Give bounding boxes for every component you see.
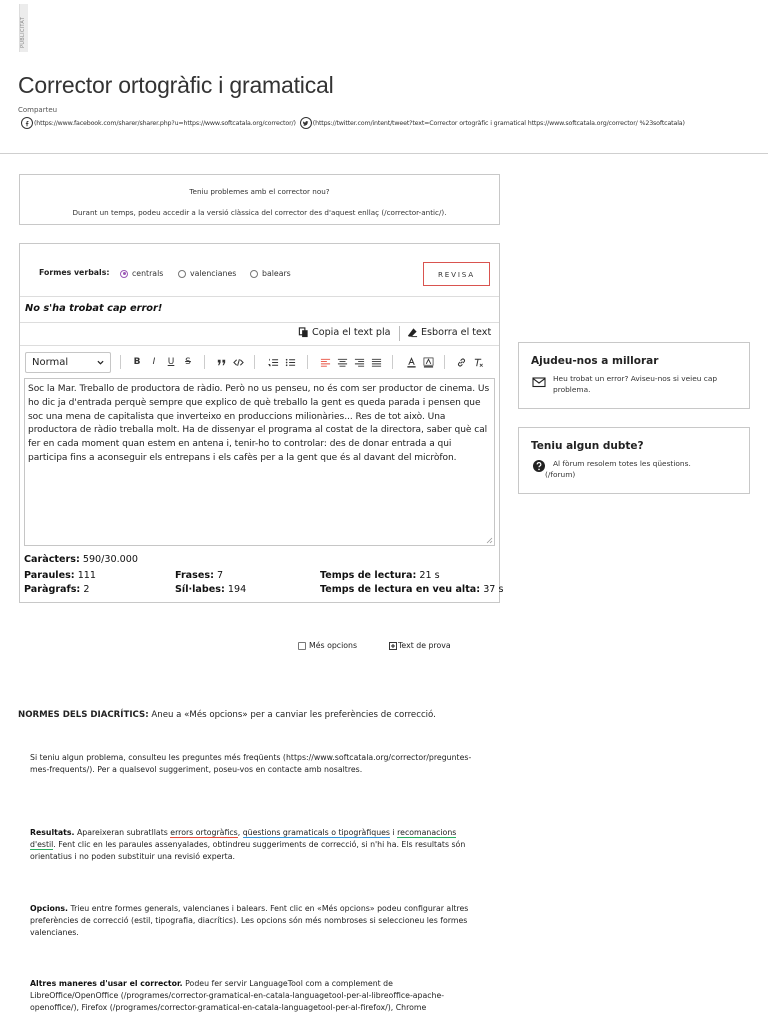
options-paragraph: Opcions. Trieu entre formes generals, valencianes i balears. Fent clic en «Més opcions» podeu configurar altres preferències de correcció (estil, tipografia, diacrítics). Les opcions són més nombroses si seleccioneu les formes valencianes. <box>30 904 469 938</box>
text-color-icon <box>406 357 417 368</box>
clear-label: Esborra el text <box>421 327 492 338</box>
other-uses-paragraph: Altres maneres d'usar el corrector. Podeu fer servir LanguageTool com a complement de LibreOffice/OpenOffice (/programes/corrector-gramatical-en-catala-languagetool-per-al-libreoffice-apache-openoffice/), Firefox (/programes/corrector-gramatical-en-catala-languagetool-per-al-firefox/), Chrome <box>30 979 445 1013</box>
ordered-list-icon <box>268 357 279 368</box>
twitter-icon[interactable] <box>300 117 312 129</box>
stat-reading-time: Temps de lectura: 21 s <box>320 570 440 581</box>
notice-line-2[interactable]: Durant un temps, podeu accedir a la versió clàssica del corrector des d'aquest enllaç (/corrector-antic/). <box>72 208 447 217</box>
forum-link[interactable]: (/forum) <box>545 470 576 479</box>
align-right-button[interactable] <box>352 355 366 369</box>
radio-balears[interactable] <box>250 269 291 278</box>
resize-handle-icon[interactable] <box>486 537 493 544</box>
util-divider <box>399 326 400 341</box>
align-justify-button[interactable] <box>369 355 383 369</box>
ad-tag <box>19 4 28 52</box>
page-title: Corrector ortogràfic i gramatical <box>18 72 334 98</box>
toolbar-divider <box>204 355 205 369</box>
radio-dot[interactable] <box>250 270 258 278</box>
sample-text-button[interactable] <box>389 641 451 650</box>
align-right-icon <box>354 357 365 368</box>
divider <box>20 322 499 323</box>
divider <box>20 345 499 346</box>
background-color-button[interactable] <box>421 355 435 369</box>
bullet-list-icon <box>285 357 296 368</box>
twitter-share-link[interactable]: (https://twitter.com/intent/tweet?text=Corrector ortogràfic i gramatical https://www.softcatala.org/corrector/ %23softcatala) <box>312 119 685 127</box>
stat-characters: Caràcters: 590/30.000 <box>24 554 138 565</box>
notice-line-1: Teniu problemes amb el corrector nou? <box>189 187 330 196</box>
copy-icon <box>298 327 309 338</box>
share-label: Comparteu <box>18 106 58 114</box>
question-icon <box>532 459 546 473</box>
toolbar-divider <box>254 355 255 369</box>
clear-format-button[interactable] <box>471 355 485 369</box>
copy-label: Copia el text pla <box>312 327 391 338</box>
checkbox[interactable] <box>298 642 306 650</box>
text-editor[interactable] <box>24 378 495 546</box>
improve-box <box>518 342 750 409</box>
highlight-icon <box>423 357 434 368</box>
result-message: No s'ha trobat cap error! <box>25 303 163 314</box>
divider <box>20 296 499 297</box>
align-left-icon <box>320 357 331 368</box>
notice-box <box>19 174 500 225</box>
chevron-down-icon <box>97 359 104 366</box>
doubt-box <box>518 427 750 494</box>
toolbar-divider <box>307 355 308 369</box>
radio-label: valencianes <box>190 269 237 278</box>
ordered-list-button[interactable] <box>266 355 280 369</box>
toolbar-divider <box>444 355 445 369</box>
header-divider <box>0 153 768 154</box>
underline-button[interactable]: U <box>167 357 175 367</box>
clear-text-button[interactable] <box>407 327 491 338</box>
link-button[interactable] <box>454 355 468 369</box>
radio-dot[interactable] <box>178 270 186 278</box>
improve-title: Ajudeu-nos a millorar <box>531 355 659 367</box>
more-options-checkbox[interactable] <box>298 641 357 650</box>
doubt-text[interactable]: Al fòrum resolem totes les qüestions. <box>553 459 691 468</box>
code-button[interactable] <box>231 355 245 369</box>
improve-text[interactable]: Heu trobat un error? Aviseu-nos si veieu cap problema. <box>553 374 718 394</box>
facebook-share-link[interactable]: (https://www.facebook.com/sharer/sharer.php?u=https://www.softcatala.org/corrector/) <box>34 119 296 127</box>
radio-valencianes[interactable] <box>178 269 236 278</box>
blockquote-button[interactable] <box>214 355 228 369</box>
radio-label: centrals <box>132 269 164 278</box>
ad-label: PUBLICITAT <box>20 16 26 48</box>
radio-label: balears <box>262 269 291 278</box>
editor-text: Soc la Mar. Treballo de productora de ràdio. Però no us penseu, no és com ser productor de cinema. Us ho dic ja d'entrada perquè sempre que explico de què treballo la gent es queda parada i pensen que soc una mena de capitalista que inverteixo en produccions milionàries... Res de tot això. Una productora de ràdio treballa molt. Ha de dissenyar el programa al costat de la directora, saber què cal fer en cada moment quan estem en antena i, tenir-ho to controlar: des de donar entrada a qui participa fins a aconseguir els entrepans i els cafès per a la gent que és al davant del micròfon. <box>28 384 490 463</box>
facebook-icon[interactable] <box>21 117 33 129</box>
results-paragraph: Resultats. Apareixeran subratllats errors ortogràfics, qüestions gramaticals o tipogràfiques i recomanacions d'estil. Fent clic en les paraules assenyalades, obtindreu suggeriments de correcció, si n'hi ha. Els resultats són orientatius i no poden substituir una revisió experta. <box>30 828 466 862</box>
sample-text-label: Text de prova <box>398 641 451 650</box>
eraser-icon <box>407 327 418 338</box>
align-left-button[interactable] <box>318 355 332 369</box>
toolbar-divider <box>392 355 393 369</box>
link-icon <box>456 357 467 368</box>
share-row <box>21 117 689 129</box>
stat-paragraphs: Paràgrafs: 2 <box>24 584 90 595</box>
corrector-panel <box>19 243 504 603</box>
verb-forms-label: Formes verbals: <box>39 268 110 277</box>
copy-plain-text-button[interactable] <box>298 327 391 338</box>
doubt-title: Teniu algun dubte? <box>531 440 644 452</box>
bold-button[interactable]: B <box>133 357 141 367</box>
revisa-button[interactable]: REVISA <box>423 262 490 286</box>
code-icon <box>233 357 244 368</box>
help-paragraph: Si teniu algun problema, consulteu les preguntes més freqüents (https://www.softcatala.org/corrector/preguntes-mes-frequents/). Per a qualsevol suggeriment, poseu-vos en contacte amb nosaltres. <box>30 753 472 775</box>
bullet-list-button[interactable] <box>283 355 297 369</box>
quote-icon <box>216 357 227 368</box>
radio-centrals[interactable] <box>120 269 163 278</box>
radio-dot[interactable] <box>120 270 128 278</box>
toolbar-divider <box>120 355 121 369</box>
stat-syllables: Síl·labes: 194 <box>175 584 247 595</box>
clear-format-icon <box>473 357 484 368</box>
align-center-icon <box>337 357 348 368</box>
italic-button[interactable]: I <box>152 357 156 367</box>
envelope-icon <box>532 375 546 389</box>
strike-button[interactable]: S <box>185 357 191 367</box>
diacritics-note: NORMES DELS DIACRÍTICS: Aneu a «Més opcions» per a canviar les preferències de correcció. <box>18 710 436 720</box>
align-justify-icon <box>371 357 382 368</box>
format-select[interactable] <box>25 352 111 373</box>
more-options-label: Més opcions <box>309 641 358 650</box>
plus-square-icon <box>389 642 397 650</box>
format-select-value: Normal <box>32 357 69 368</box>
stat-words: Paraules: 111 <box>24 570 96 581</box>
text-color-button[interactable] <box>404 355 418 369</box>
align-center-button[interactable] <box>335 355 349 369</box>
stat-sentences: Frases: 7 <box>175 570 224 581</box>
stat-reading-aloud: Temps de lectura en veu alta: 37 s <box>320 584 504 595</box>
